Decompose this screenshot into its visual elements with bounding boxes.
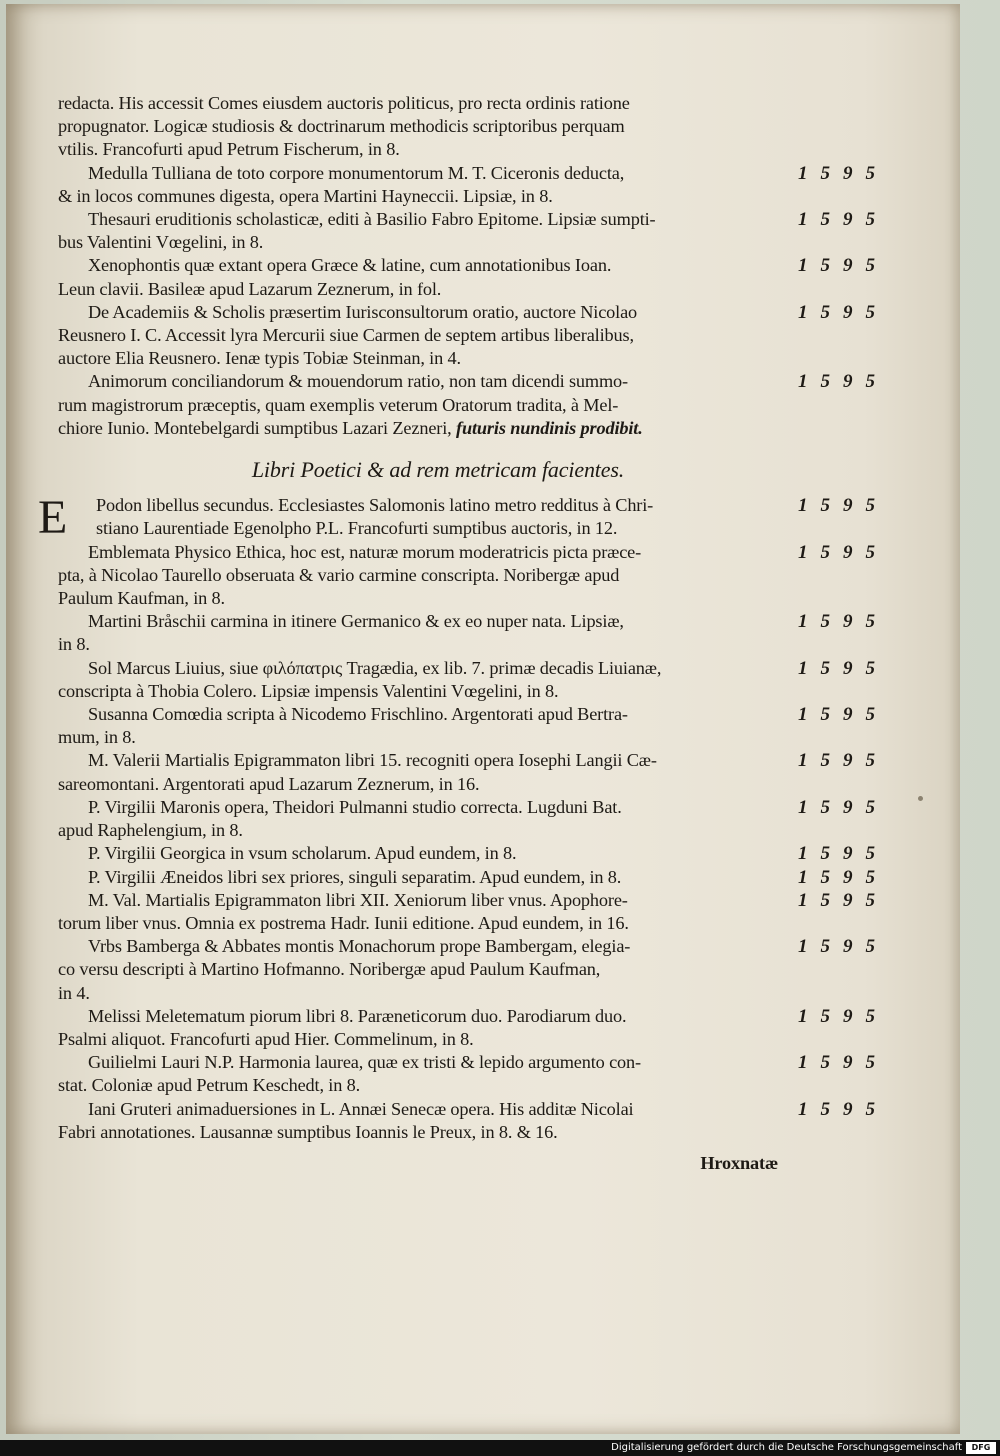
- catalog-entry: [58, 92, 798, 162]
- entry-year: 1595: [798, 371, 888, 393]
- entry-line: vtilis. Francofurti apud Petrum Fischerum, in 8.: [58, 139, 400, 160]
- section-entries-2: [58, 541, 888, 1144]
- entry-year: 1595: [798, 1052, 888, 1074]
- dfg-logo: DFG: [966, 1442, 996, 1454]
- entry-line: Podon libellus secundus. Ecclesiastes Salomonis latino metro redditus à Chri-: [96, 495, 654, 516]
- entry-year: 1595: [798, 162, 888, 184]
- entry-line: Thesauri eruditionis scholasticæ, editi à Basilio Fabro Epitome. Lipsiæ sumpti-: [88, 209, 656, 230]
- entry-year: 1595: [798, 796, 888, 818]
- entry-line: P. Virgilii Maronis opera, Theidori Pulmanni studio correcta. Lugduni Bat.: [88, 796, 622, 817]
- digitization-footer: [0, 1440, 1000, 1456]
- entry-line: Melissi Meletematum piorum libri 8. Paræneticorum duo. Parodiarum duo.: [88, 1005, 627, 1026]
- catalog-entry: [58, 935, 888, 1005]
- section-heading: Libri Poetici & ad rem metricam facientes.: [251, 457, 625, 483]
- entry-year: 1595: [798, 889, 888, 911]
- entry-line: Martini Bråschii carmina in itinere Germanico & ex eo nuper nata. Lipsiæ,: [88, 611, 624, 632]
- entry-line: torum liber vnus. Omnia ex postrema Hadr. Iunii editione. Apud eundem, in 16.: [58, 912, 629, 933]
- entry-line: in 4.: [58, 982, 90, 1003]
- footer-text: Digitalisierung gefördert durch die Deutsche Forschungsgemeinschaft: [611, 1442, 962, 1453]
- entry-year: 1595: [798, 843, 888, 865]
- entry-year: 1595: [798, 495, 888, 517]
- entry-line: Guilielmi Lauri N.P. Harmonia laurea, quæ ex tristi & lepido argumento con-: [88, 1052, 641, 1073]
- catalog-entry: [58, 610, 888, 656]
- entry-line: Susanna Comœdia scripta à Nicodemo Frischlino. Argentorati apud Bertra-: [88, 704, 628, 725]
- entry-line: M. Valerii Martialis Epigrammaton libri 15. recogniti opera Iosephi Langii Cæ-: [88, 750, 657, 771]
- drop-cap-letter: E: [38, 491, 68, 545]
- entry-line: apud Raphelengium, in 8.: [58, 820, 243, 841]
- catalog-entry: [58, 254, 888, 300]
- catalog-entry: [58, 889, 888, 935]
- entry-line: Animorum conciliandorum & mouendorum ratio, non tam dicendi summo-: [88, 371, 628, 392]
- catalog-entry: [58, 1051, 888, 1097]
- entry-line: co versu descripti à Martino Hofmanno. Noribergæ apud Paulum Kaufman,: [58, 959, 601, 980]
- entry-line: Emblemata Physico Ethica, hoc est, naturæ morum moderatricis picta præce-: [88, 541, 642, 562]
- entry-line: pta, à Nicolao Taurello obseruata & vario carmine conscripta. Noribergæ apud: [58, 564, 620, 585]
- entry-year: 1595: [798, 936, 888, 958]
- entry-line: Psalmi aliquot. Francofurti apud Hier. Commelinum, in 8.: [58, 1028, 474, 1049]
- entry-line: M. Val. Martialis Epigrammaton libri XII. Xeniorum liber vnus. Apophore-: [88, 889, 628, 910]
- entry-year: 1595: [798, 209, 888, 231]
- dropcap-entry: [38, 491, 888, 545]
- entry-year: 1595: [798, 255, 888, 277]
- catalog-entry: [58, 1098, 888, 1144]
- catalog-entry: [58, 162, 888, 208]
- entry-year: 1595: [798, 657, 888, 679]
- entry-line: conscripta à Thobia Colero. Lipsiæ impensis Valentini Vœgelini, in 8.: [58, 680, 559, 701]
- catalog-entry: [58, 208, 888, 254]
- page-text: [38, 92, 888, 1175]
- catalog-entry: [58, 796, 888, 842]
- entry-line: in 8.: [58, 634, 90, 655]
- entry-line: stat. Coloniæ apud Petrum Keschedt, in 8.: [58, 1075, 361, 1096]
- entry-line: De Academiis & Scholis præsertim Iurisconsultorum oratio, auctore Nicolao: [88, 301, 638, 322]
- italic-note: futuris nundinis prodibit.: [451, 417, 643, 438]
- entry-line: auctore Elia Reusnero. Ienæ typis Tobiæ Steinman, in 4.: [58, 348, 461, 369]
- entry-year: 1595: [798, 866, 888, 888]
- entry-line: Xenophontis quæ extant opera Græce & latine, cum annotationibus Ioan.: [88, 255, 612, 276]
- entry-line: Vrbs Bamberga & Abbates montis Monachorum prope Bambergam, elegia-: [88, 936, 631, 957]
- entry-line: Paulum Kaufman, in 8.: [58, 588, 225, 609]
- entry-line: Reusnero I. C. Accessit lyra Mercurii siue Carmen de septem artibus liberalibus,: [58, 325, 634, 346]
- entry-line: bus Valentini Vœgelini, in 8.: [58, 232, 264, 253]
- entry-line: rum magistrorum præceptis, quam exemplis veterum Oratorum tradita, à Mel-: [58, 394, 619, 415]
- entry-line: P. Virgilii Georgica in vsum scholarum. Apud eundem, in 8.: [88, 843, 517, 864]
- entry-year: 1595: [798, 1098, 888, 1120]
- entry-line: Iani Gruteri animaduersiones in L. Annæi Senecæ opera. His additæ Nicolai: [88, 1098, 634, 1119]
- entry-line: & in locos communes digesta, opera Martini Hayneccii. Lipsiæ, in 8.: [58, 185, 553, 206]
- catalog-entry: [58, 657, 888, 703]
- catalog-entry: [58, 1005, 888, 1051]
- catalog-entry: [58, 866, 888, 889]
- catalog-entry: [58, 541, 888, 611]
- catalog-entry: [58, 842, 888, 865]
- entry-line: stiano Laurentiade Egenolpho P.L. Francofurti sumptibus auctoris, in 12.: [96, 518, 618, 539]
- entry-year: 1595: [798, 750, 888, 772]
- catalog-entry: [58, 370, 888, 440]
- paper-speck: [918, 796, 923, 801]
- entry-line: Fabri annotationes. Lausannæ sumptibus Ioannis le Preux, in 8. & 16.: [58, 1121, 558, 1142]
- catchword: Hroxnatæ: [700, 1152, 778, 1173]
- section-entries-1: [58, 92, 888, 440]
- entry-year: 1595: [798, 704, 888, 726]
- entry-line-text: chiore Iunio. Montebelgardi sumptibus Lazari Zezneri,: [58, 417, 452, 438]
- entry-line: sareomontani. Argentorati apud Lazarum Zeznerum, in 16.: [58, 773, 480, 794]
- catalog-entry: [58, 703, 888, 749]
- entry-line: Medulla Tulliana de toto corpore monumentorum M. T. Ciceronis deducta,: [88, 162, 625, 183]
- entry-line: mum, in 8.: [58, 727, 136, 748]
- entry-year: 1595: [798, 301, 888, 323]
- entry-year: 1595: [798, 611, 888, 633]
- catalog-entry: [58, 301, 888, 371]
- catalog-entry: [58, 749, 888, 795]
- entry-line: redacta. His accessit Comes eiusdem auctoris politicus, pro recta ordinis ratione: [58, 93, 630, 113]
- entry-line: propugnator. Logicæ studiosis & doctrinarum methodicis scriptoribus perquam: [58, 116, 625, 137]
- entry-line: Leun clavii. Basileæ apud Lazarum Zeznerum, in fol.: [58, 278, 442, 299]
- entry-line: [58, 417, 798, 440]
- entry-year: 1595: [798, 541, 888, 563]
- entry-year: 1595: [798, 1005, 888, 1027]
- entry-line: P. Virgilii Æneidos libri sex priores, singuli separatim. Apud eundem, in 8.: [88, 866, 622, 887]
- entry-line: Sol Marcus Liuius, siue φιλόπατρις Tragædia, ex lib. 7. primæ decadis Liuianæ,: [88, 657, 662, 678]
